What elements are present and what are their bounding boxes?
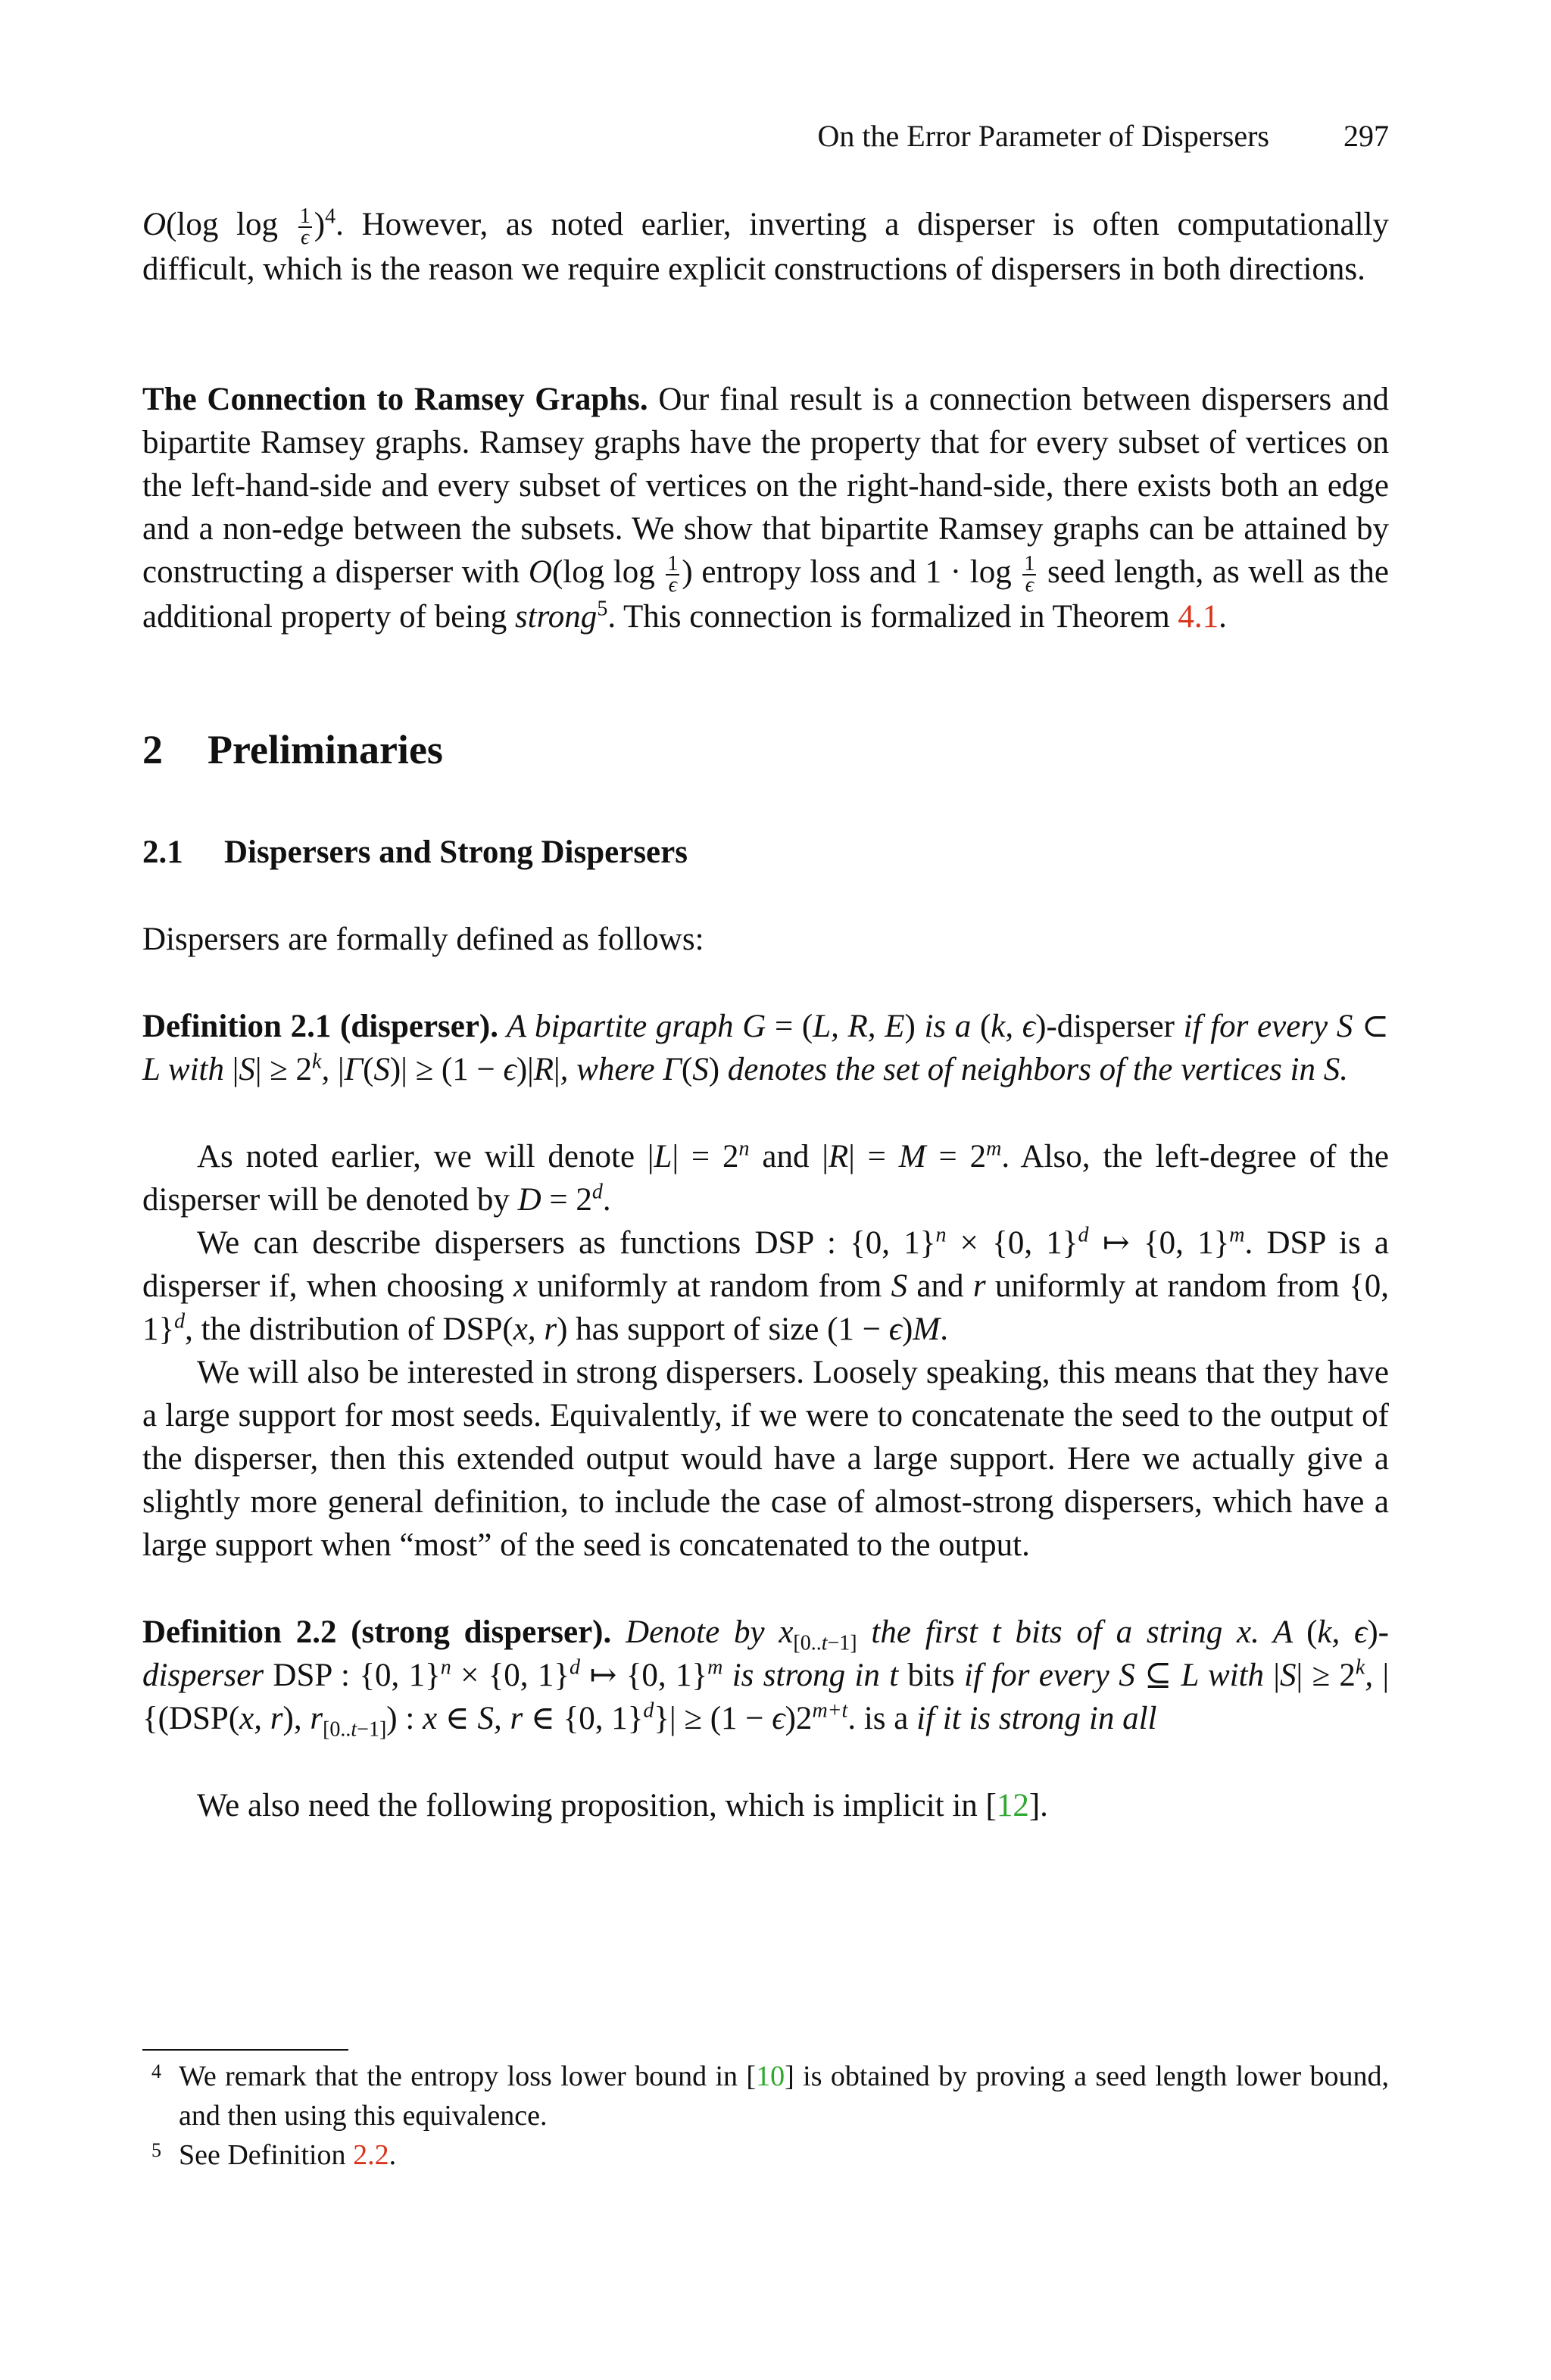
subsection-heading: 2.1 Dispersers and Strong Dispersers (142, 834, 688, 871)
running-header (142, 115, 1389, 158)
definition-2-2: Definition 2.2 (strong disperser). Denote by $x_{[0..t-1]}$ the first t bits of a string x. A (k, ϵ)-disperser DSP : {0, 1}$^n$ × {0, 1}$^d$ ↦ {0, 1}$^m$ is strong in t bits if for every S ⊆ L with $|S| \ge 2^k$, |{(DSP(x, r), $r_{[0..t-1]}$) : x ∈ S, r ∈ {0, $1\}^d\}| \ge (1 - \epsilon)2^{m+t}$. is a if it is strong in all (142, 1614, 1390, 1742)
page-number: 297 (1343, 119, 1389, 153)
footnote-rule (142, 2049, 348, 2051)
footnotes (142, 2057, 1389, 2175)
definitions-intro: Dispersers are formally defined as follows: (142, 922, 704, 958)
theorem-ref-link[interactable]: 4.1 (1178, 599, 1219, 635)
strong-dispersers-paragraph: We will also be interested in strong dispersers. Loosely speaking, this means that they have a large support for most seeds. Equivalently, if we were to concatenate the seed to the output of the disperser, then this extended output would have a large support. Here we actually give a slightly more general definition, to include the case of almost-strong dispersers, which have a large support when “most” of the seed is concatenated to the output. (142, 1355, 1389, 1564)
section-heading: 2 Preliminaries (142, 727, 443, 773)
main-text (142, 203, 1389, 1827)
citation-link[interactable]: 10 (756, 2060, 785, 2092)
proposition-intro: We also need the following proposition, which is implicit in [12]. (197, 1788, 1048, 1824)
notation-paragraph: As noted earlier, we will denote $|L| = 2^n$ and $|R| = M = 2^m$. Also, the left-degree of the disperser will be denoted by $D = 2^d$. (142, 1137, 1390, 1218)
citation-link[interactable]: 12 (996, 1788, 1029, 1824)
intro-paragraph: O(log log $\frac{1}{\epsilon}$ )$^4$. However, as noted earlier, inverting a disperser is often computationally difficult, which is the reason we require explicit constructions of dispersers in both directions. (142, 204, 1389, 288)
fraction: $\frac{1}{\epsilon}$ (299, 204, 311, 250)
running-title: On the Error Parameter of Dispersers (817, 119, 1269, 153)
ramsey-paragraph: The Connection to Ramsey Graphs. Our final result is a connection between dispersers and bipartite Ramsey graphs. Ramsey graphs have the property that for every subset of vertices on the left-hand-side and every subset of vertices on the right-hand-side, there exists both an edge and a non-edge between the subsets. We show that bipartite Ramsey graphs can be attained by constructing a disperser with O(log log $\frac{1}{\epsilon}$ ) entropy loss and 1 · log $\frac{1}{\epsilon}$ seed length, as well as the additional property of being strong$^5$. This connection is formalized in Theorem 4.1. (142, 382, 1389, 635)
ramsey-heading: The Connection to Ramsey Graphs. (142, 382, 648, 418)
definition-ref-link[interactable]: 2.2 (353, 2139, 389, 2171)
dsp-function-paragraph: We can describe dispersers as functions DSP : {0, 1}$^n$ × {0, 1}$^d$ ↦ {0, 1}$^m$. DSP is a disperser if, when choosing x uniformly at random from S and r uniformly at random from {0, 1}$^d$, the distribution of DSP(x, r) has support of size (1 − ϵ)M. (142, 1223, 1390, 1348)
footnote-5: 5 See Definition 2.2. (151, 2139, 397, 2171)
footnote-4: 4 We remark that the entropy loss lower bound in [10] is obtained by proving a seed length lower bound, and then using this equivalence. (151, 2060, 1389, 2132)
footnote-mark: 5 (597, 597, 608, 621)
definition-2-1: Definition 2.1 (disperser). A bipartite graph G = (L, R, E) is a (k, ϵ)-disperser if for every S ⊂ L with $|S| \ge 2^k$, |Γ(S)| ≥ (1 − ϵ)|R|, where Γ(S) denotes the set of neighbors of the vertices in S. (142, 1009, 1390, 1088)
